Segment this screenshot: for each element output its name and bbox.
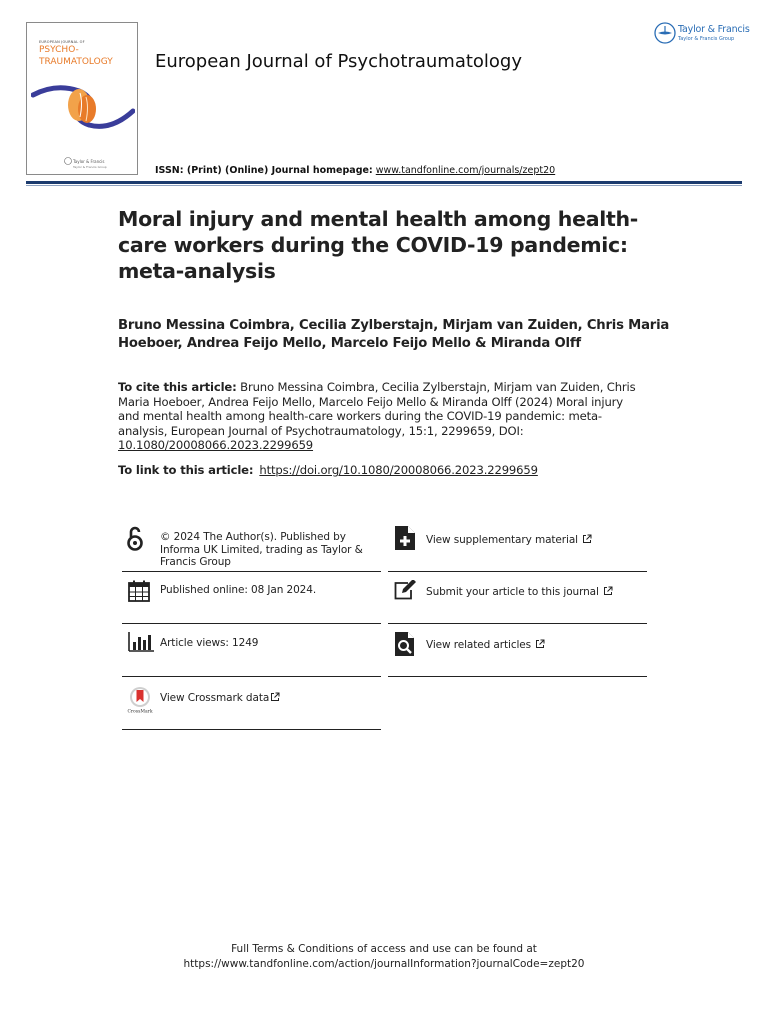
external-link-icon (535, 639, 545, 649)
journal-homepage-link[interactable]: www.tandfonline.com/journals/zept20 (375, 165, 556, 176)
article-link-line (118, 463, 538, 477)
crossmark-icon-label: CrossMark (127, 709, 153, 714)
footer-terms-link[interactable]: https://www.tandfonline.com/action/journalInformation?journalCode=zept20 (183, 958, 585, 970)
divider (122, 729, 381, 730)
related-text: View related articles (426, 639, 532, 651)
article-title: Moral injury and mental health among health-care workers during the COVID-19 pandemic: meta-analysis (118, 207, 638, 283)
article-doi-link[interactable]: https://doi.org/10.1080/20008066.2023.2299659 (259, 463, 538, 477)
cover-publisher: Taylor & Francis (73, 159, 105, 164)
crossmark-icon[interactable] (127, 686, 153, 714)
published-online: Published online: 08 Jan 2024. (160, 584, 317, 596)
citation (118, 380, 638, 453)
supplementary-text: View supplementary material (426, 534, 578, 546)
divider (122, 623, 381, 624)
header-rule-thin (26, 185, 742, 186)
document-plus-icon (394, 525, 416, 551)
calendar-icon (128, 580, 150, 602)
article-views: Article views: 1249 (160, 637, 259, 649)
footer (0, 942, 768, 972)
journal-name: European Journal of Psychotraumatology (155, 51, 523, 72)
view-supplementary-link[interactable] (426, 534, 592, 546)
divider (388, 676, 647, 677)
cover-publisher-icon (64, 157, 72, 165)
divider (122, 676, 381, 677)
view-crossmark-link[interactable] (160, 692, 280, 704)
journal-cover (26, 22, 138, 175)
publisher-logo-name: Taylor & Francis (678, 24, 750, 35)
article-authors: Bruno Messina Coimbra, Cecilia Zylberstajn, Mirjam van Zuiden, Chris Maria Hoeboer, Andrea Feijo Mello, Marcelo Feijo Mello & Miranda Olff (118, 318, 670, 351)
external-link-icon (270, 692, 280, 702)
submit-text: Submit your article to this journal (426, 586, 599, 598)
cover-title (39, 44, 113, 68)
footer-line1: Full Terms & Conditions of access and use can be found at (231, 943, 537, 955)
issn-line (155, 165, 555, 176)
publisher-logo[interactable] (654, 22, 750, 46)
header-rule (26, 181, 742, 184)
citation-doi-link[interactable]: 10.1080/20008066.2023.2299659 (118, 438, 314, 452)
open-access-text: © 2024 The Author(s). Published by Informa UK Limited, trading as Taylor & Francis Group (160, 531, 363, 568)
cover-publisher-sub: Taylor & Francis Group (73, 165, 107, 169)
cover-artwork (31, 75, 135, 137)
external-link-icon (582, 534, 592, 544)
publisher-logo-group: Taylor & Francis Group (678, 36, 735, 42)
citation-label: To cite this article: (118, 380, 237, 394)
view-related-link[interactable] (426, 639, 545, 651)
cover-title-line1: PSYCHO- (39, 45, 79, 55)
edit-icon (394, 580, 418, 600)
article-link-label: To link to this article: (118, 463, 254, 477)
search-document-icon (394, 631, 416, 657)
crossmark-text: View Crossmark data (160, 692, 270, 704)
citation-text: Bruno Messina Coimbra, Cecilia Zylberstajn, Mirjam van Zuiden, Chris Maria Hoeboer, Andrea Feijo Mello, Marcelo Feijo Mello & Miranda Olff (2024) Moral injury and mental health among health-care workers during the COVID-19 pandemic: meta-analysis, European Journal of Psychotraumatology, 15:1, 2299659, DOI: (118, 380, 636, 438)
cover-small-text: EUROPEAN JOURNAL OF (39, 40, 85, 44)
divider (388, 623, 647, 624)
divider (388, 571, 647, 572)
divider (122, 571, 381, 572)
open-access-icon (126, 526, 144, 552)
cover-title-line2: TRAUMATOLOGY (39, 57, 113, 67)
bar-chart-icon (128, 632, 154, 652)
external-link-icon (603, 586, 613, 596)
submit-article-link[interactable] (426, 586, 613, 598)
issn-label: ISSN: (Print) (Online) Journal homepage: (155, 165, 373, 176)
taylor-francis-logo-icon (654, 22, 676, 44)
